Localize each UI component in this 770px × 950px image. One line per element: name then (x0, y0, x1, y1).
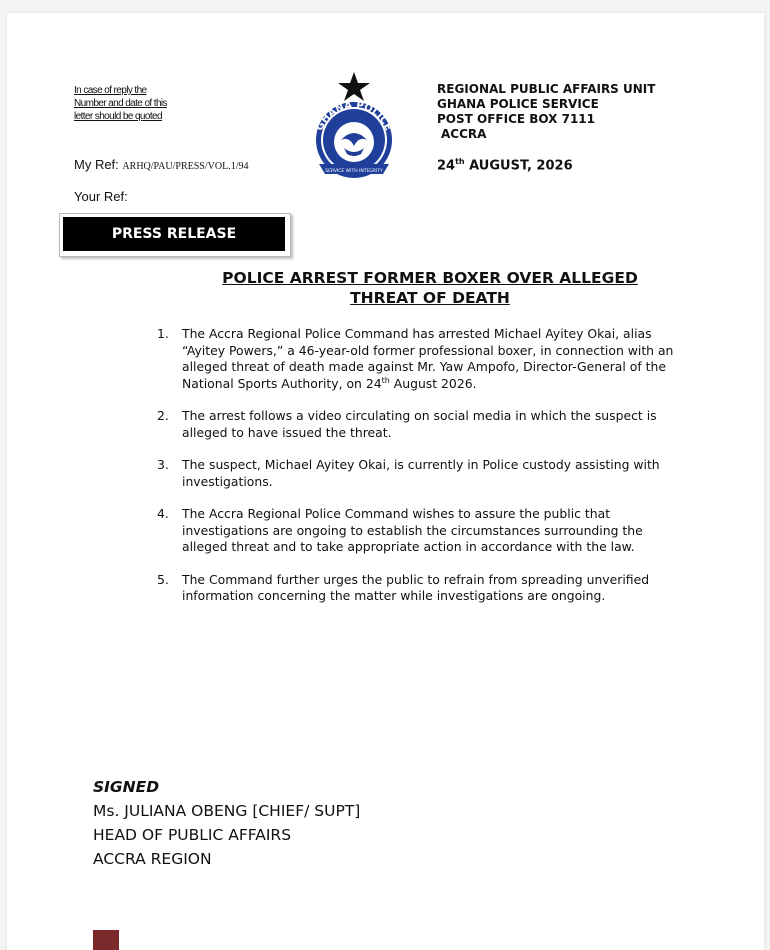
signatory-region: ACCRA REGION (93, 850, 212, 868)
item-number: 3. (157, 457, 169, 472)
crest-motto: SERVICE WITH INTEGRITY (325, 169, 383, 174)
reply-note-line: Number and date of this (74, 98, 167, 109)
list-item (157, 506, 677, 556)
date-suffix: th (455, 157, 465, 166)
reply-note-line: letter should be quoted (74, 111, 162, 122)
star-icon (338, 72, 370, 101)
item-number: 2. (157, 408, 169, 423)
letter-date (437, 157, 573, 173)
date-rest: AUGUST, 2026 (464, 158, 573, 174)
reply-instruction-note (74, 84, 194, 123)
address-line: POST OFFICE BOX 7111 (437, 112, 595, 126)
headline-line: POLICE ARREST FORMER BOXER OVER ALLEGED (222, 269, 638, 287)
item-text-end: August 2026. (389, 375, 477, 391)
item-number: 5. (157, 571, 169, 587)
your-ref-label: Your Ref: (74, 189, 128, 204)
signatory-title: HEAD OF PUBLIC AFFAIRS (93, 826, 292, 844)
my-ref-label: My Ref: (74, 157, 119, 172)
decorative-block (93, 930, 119, 950)
list-item (157, 457, 677, 490)
item-text: The Accra Regional Police Command has arrested Michael Ayitey Okai, alias “Ayitey Powers,” a 46-year-old former professional boxer, in connection with an alleged threat of death made against Mr. Yaw Ampofo, Director-General of the National Sports Authority, on 24 (182, 326, 674, 391)
item-text: The arrest follows a video circulating on social media in which the suspect is alleged to have issued the threat. (182, 408, 657, 440)
item-number: 4. (157, 506, 169, 521)
item-number: 1. (157, 326, 169, 341)
date-day: 24 (437, 158, 456, 174)
release-items-list (157, 326, 677, 621)
press-release-banner (59, 213, 291, 257)
item-text: The Accra Regional Police Command wishes to assure the public that investigations are ongoing to establish the circumstances surrounding the alleged threat and to take appropriate action in accordance with the law. (182, 506, 643, 554)
address-line: GHANA POLICE SERVICE (437, 97, 599, 111)
signatory-name: Ms. JULIANA OBENG [CHIEF/ SUPT] (93, 802, 361, 820)
list-item (157, 408, 677, 441)
list-item (157, 326, 677, 392)
address-line: REGIONAL PUBLIC AFFAIRS UNIT (437, 82, 656, 96)
my-ref (74, 157, 248, 172)
address-block (437, 82, 655, 142)
address-line: ACCRA (441, 127, 487, 141)
signed-label: SIGNED (93, 778, 160, 796)
item-text: The Command further urges the public to refrain from spreading unverified information concerning the matter while investigations are ongoing. (182, 571, 650, 603)
list-item (157, 572, 677, 605)
police-crest-logo (299, 68, 409, 180)
item-superscript: th (381, 375, 390, 385)
item-text: The suspect, Michael Ayitey Okai, is currently in Police custody assisting with investigations. (182, 457, 660, 489)
headline (200, 268, 660, 308)
press-release-label: PRESS RELEASE (63, 217, 285, 251)
my-ref-value: ARHQ/PAU/PRESS/VOL.1/94 (122, 161, 249, 172)
reply-note-line: In case of reply the (74, 85, 147, 96)
signature-block (93, 775, 360, 871)
headline-line: THREAT OF DEATH (350, 289, 510, 307)
crest-text: GHANA POLICE (314, 100, 394, 133)
